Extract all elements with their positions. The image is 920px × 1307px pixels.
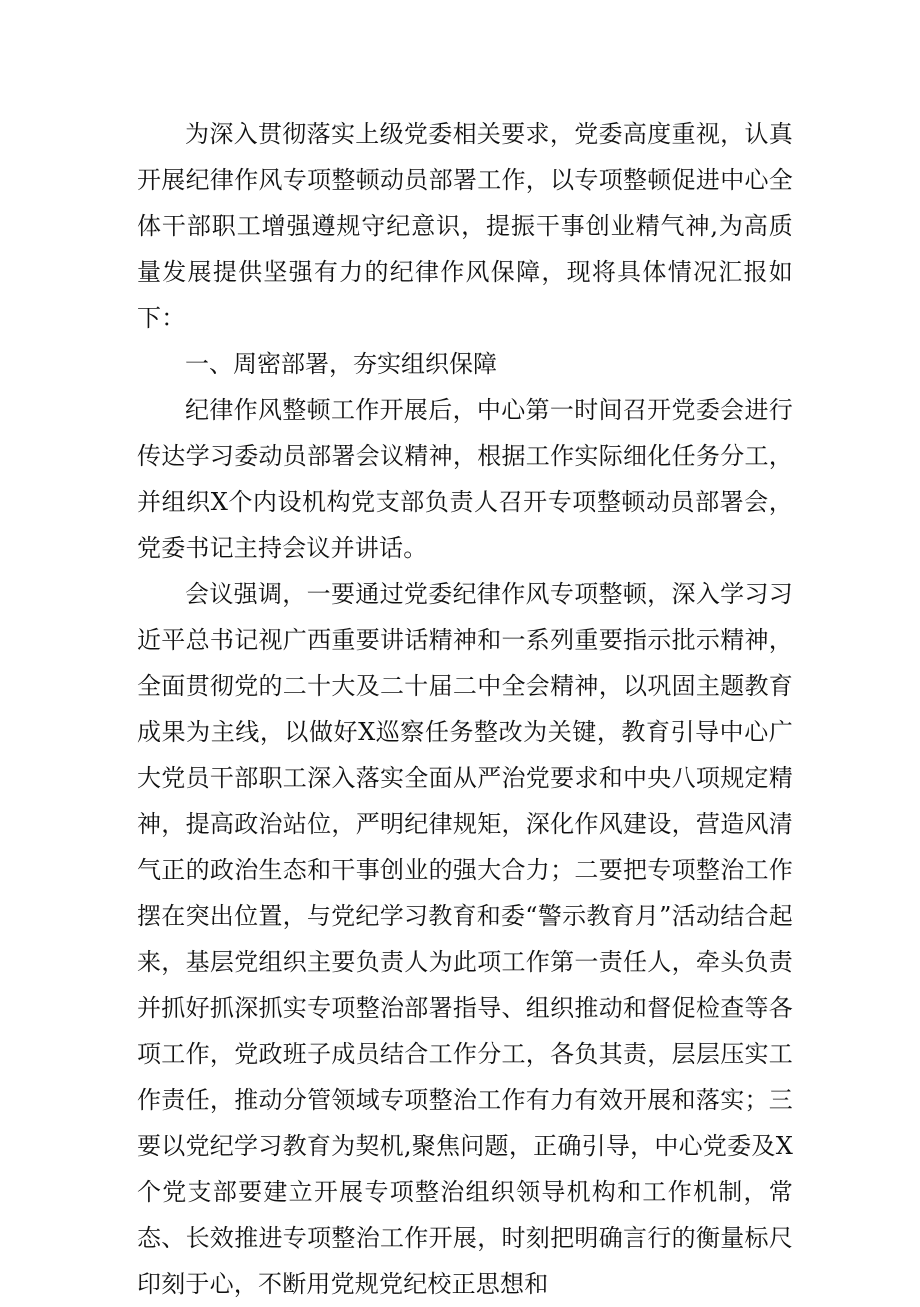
emphasis-paragraph: 会议强调，一要通过党委纪律作风专项整顿，深入学习习近平总书记视广西重要讲话精神和一系列重要指示批示精神，全面贯彻党的二十大及二十届二中全会精神，以巩固主题教育成果为主线，以做好X巡察任务整改为关键，教育引导中心广大党员干部职工深入落实全面从严治党要求和中央八项规定精神，提高政治站位，严明纪律规矩，深化作风建设，营造风清气正的政治生态和干事创业的强大合力；二要把专项整治工作摆在突出位置，与党纪学习教育和委“警示教育月”活动结合起来，基层党组织主要负责人为此项工作第一责任人，牵头负责并抓好抓深抓实专项整治部署指导、组织推动和督促检查等各项工作，党政班子成员结合工作分工，各负其责，层层压实工作责任，推动分管领域专项整治工作有力有效开展和落实；三要以党纪学习教育为契机,聚焦问题，正确引导，中心党委及X个党支部要建立开展专项整治组织领导机构和工作机制，常态、长效推进专项整治工作开展，时刻把明确言行的衡量标尺印刻于心，不断用党规党纪校正思想和 [137,580,793,1298]
intro-paragraph: 为深入贯彻落实上级党委相关要求，党委高度重视，认真开展纪律作风专项整顿动员部署工作，以专项整顿促进中心全体干部职工增强遵规守纪意识，提振干事创业精气神,为高质量发展提供坚强有力的纪律作风保障，现将具体情况汇报如下： [137,120,793,332]
section-heading: 一、周密部署，夯实组织保障 [185,350,497,378]
meeting-paragraph: 纪律作风整顿工作开展后，中心第一时间召开党委会进行传达学习委动员部署会议精神，根据工作实际细化任务分工，并组织X个内设机构党支部负责人召开专项整顿动员部署会，党委书记主持会议并讲话。 [137,396,793,562]
document-body [137,111,793,1307]
